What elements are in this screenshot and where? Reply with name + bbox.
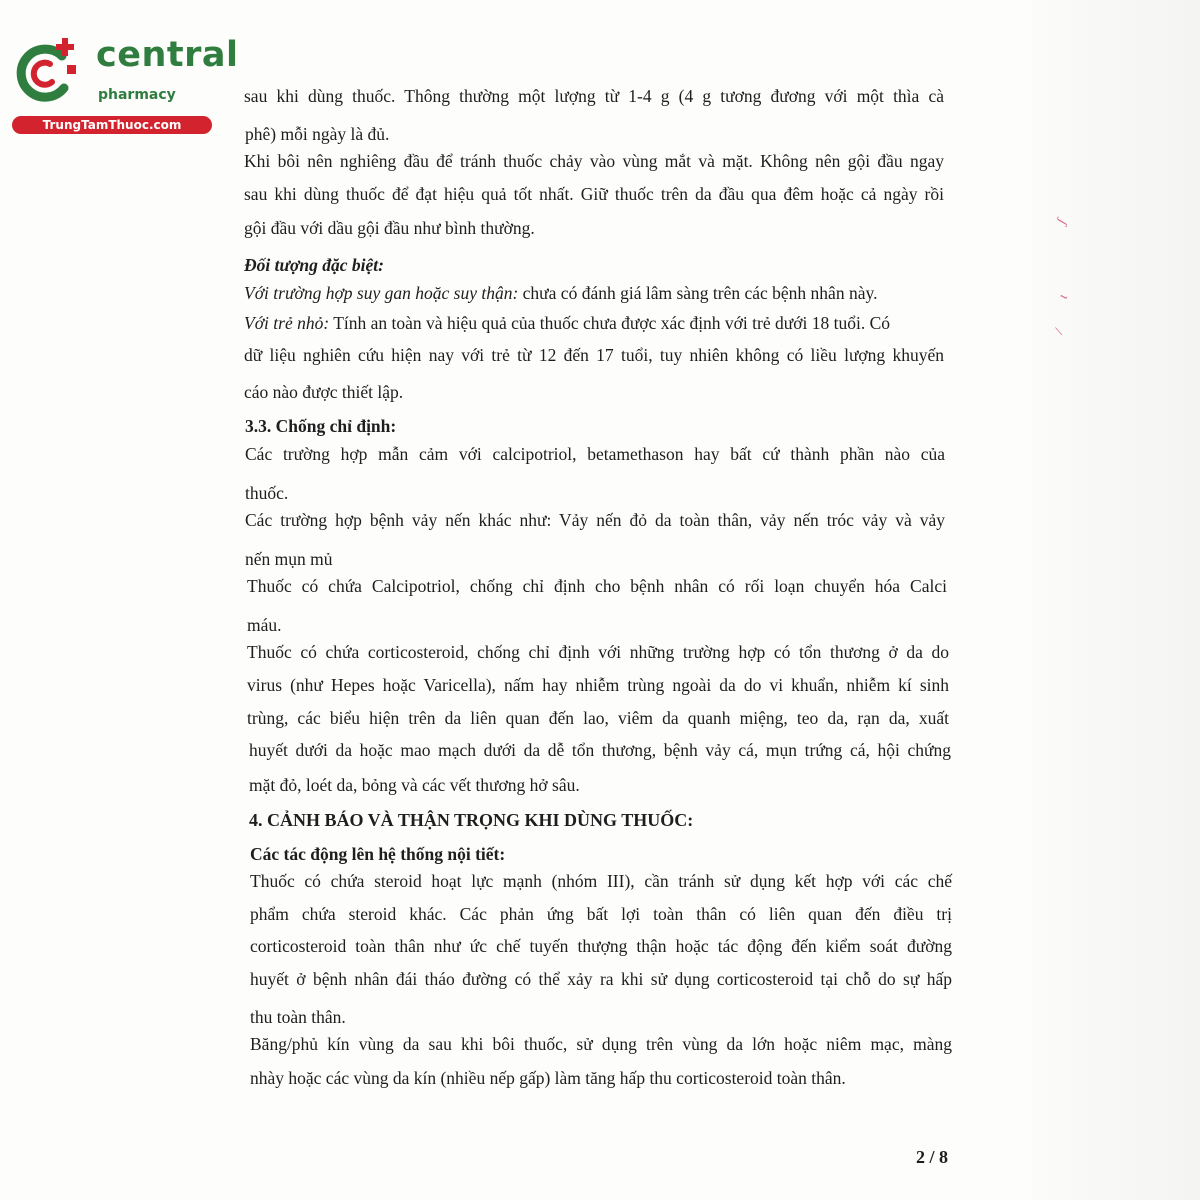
text-line: máu. <box>247 615 282 635</box>
text-rest: Tính an toàn và hiệu quả của thuốc chưa được xác định với trẻ dưới 18 tuổi. Có <box>329 313 891 333</box>
text-line: cáo nào được thiết lập. <box>244 382 404 402</box>
stamp-fragment: ɩ <box>1056 291 1071 303</box>
text-line: nhày hoặc các vùng da kín (nhiều nếp gấp) làm tăng hấp thu corticosteroid toàn thân. <box>250 1068 846 1088</box>
section-heading: 4. CẢNH BÁO VÀ THẬN TRỌNG KHI DÙNG THUỐC: <box>249 810 694 830</box>
text-line: Các trường hợp bệnh vảy nến khác như: Vảy nến đỏ da toàn thân, vảy nến tróc vảy và vảy <box>245 510 945 530</box>
text-line <box>244 315 944 333</box>
text-line: Khi bôi nên nghiêng đầu để tránh thuốc chảy vào vùng mắt và mặt. Không nên gội đầu ngay <box>244 151 944 171</box>
text-line: corticosteroid toàn thân như ức chế tuyến thượng thận hoặc tác động đến kiểm soát đường <box>250 936 952 956</box>
text-line: gội đầu với dầu gội đầu như bình thường. <box>244 218 535 238</box>
page-edge-shadow <box>1032 0 1200 1200</box>
text-line: phê) mỗi ngày là đủ. <box>245 124 390 144</box>
stamp-fragment: ʃ <box>1054 215 1070 228</box>
logo-subtitle: pharmacy <box>98 87 176 103</box>
text-line: phẩm chứa steroid khác. Các phản ứng bất lợi toàn thân có liên quan đến điều trị <box>250 904 952 924</box>
stamp-fragment: / <box>1052 326 1067 338</box>
text-rest: chưa có đánh giá lâm sàng trên các bệnh nhân này. <box>518 283 878 303</box>
pharmacy-logo-icon <box>10 38 80 108</box>
text-line: mặt đỏ, loét da, bỏng và các vết thương hở sâu. <box>249 775 580 795</box>
text-line: huyết ở bệnh nhân đái tháo đường có thể xảy ra khi sử dụng corticosteroid tại chỗ do sự hấp <box>250 969 952 989</box>
text-line: Băng/phủ kín vùng da sau khi bôi thuốc, sử dụng trên vùng da lớn hoặc niêm mạc, màng <box>250 1034 952 1054</box>
text-line: thuốc. <box>245 483 289 503</box>
text-line: huyết dưới da hoặc mao mạch dưới da dễ tổn thương, bệnh vảy cá, mụn trứng cá, hội chứng <box>249 740 951 760</box>
text-line: Các trường hợp mẫn cảm với calcipotriol, betamethason hay bất cứ thành phần nào của <box>245 444 945 464</box>
text-line: Thuốc có chứa Calcipotriol, chống chỉ định cho bệnh nhân có rối loạn chuyển hóa Calci <box>247 576 947 596</box>
text-line: sau khi dùng thuốc để đạt hiệu quả tốt nhất. Giữ thuốc trên da đầu qua đêm hoặc cả ngày rồi <box>244 184 944 204</box>
text-line: virus (như Hepes hoặc Varicella), nấm hay nhiễm trùng ngoài da do vi khuẩn, nhiễm kí sinh <box>247 675 949 695</box>
text-line: Thuốc có chứa corticosteroid, chống chỉ định với những trường hợp có tổn thương ở da do <box>247 642 949 662</box>
central-pharmacy-logo <box>10 35 239 136</box>
text-line: thu toàn thân. <box>250 1007 346 1027</box>
text-line <box>244 285 877 303</box>
text-line: sau khi dùng thuốc. Thông thường một lượng từ 1-4 g (4 g tương đương với một thìa cà <box>244 86 944 106</box>
text-line: trùng, các biểu hiện trên da liên quan đến lao, viêm da quanh miệng, teo da, rạn da, xuất <box>247 708 949 728</box>
text-lead: Với trường hợp suy gan hoặc suy thận: <box>244 283 519 303</box>
logo-site-banner: TrungTamThuoc.com <box>12 116 212 134</box>
section-heading: Đối tượng đặc biệt: <box>244 255 384 275</box>
text-line: nến mụn mủ <box>245 549 333 569</box>
section-heading: 3.3. Chống chỉ định: <box>245 416 397 436</box>
page-number: 2 / 8 <box>916 1147 949 1167</box>
section-heading: Các tác động lên hệ thống nội tiết: <box>250 844 506 864</box>
text-line: Thuốc có chứa steroid hoạt lực mạnh (nhóm III), cần tránh sử dụng kết hợp với các chế <box>250 871 952 891</box>
logo-brand: central <box>96 35 239 75</box>
text-line: dữ liệu nghiên cứu hiện nay với trẻ từ 12 đến 17 tuổi, tuy nhiên không có liều lượng khuyến <box>244 345 944 365</box>
text-lead: Với trẻ nhỏ: <box>244 313 330 333</box>
